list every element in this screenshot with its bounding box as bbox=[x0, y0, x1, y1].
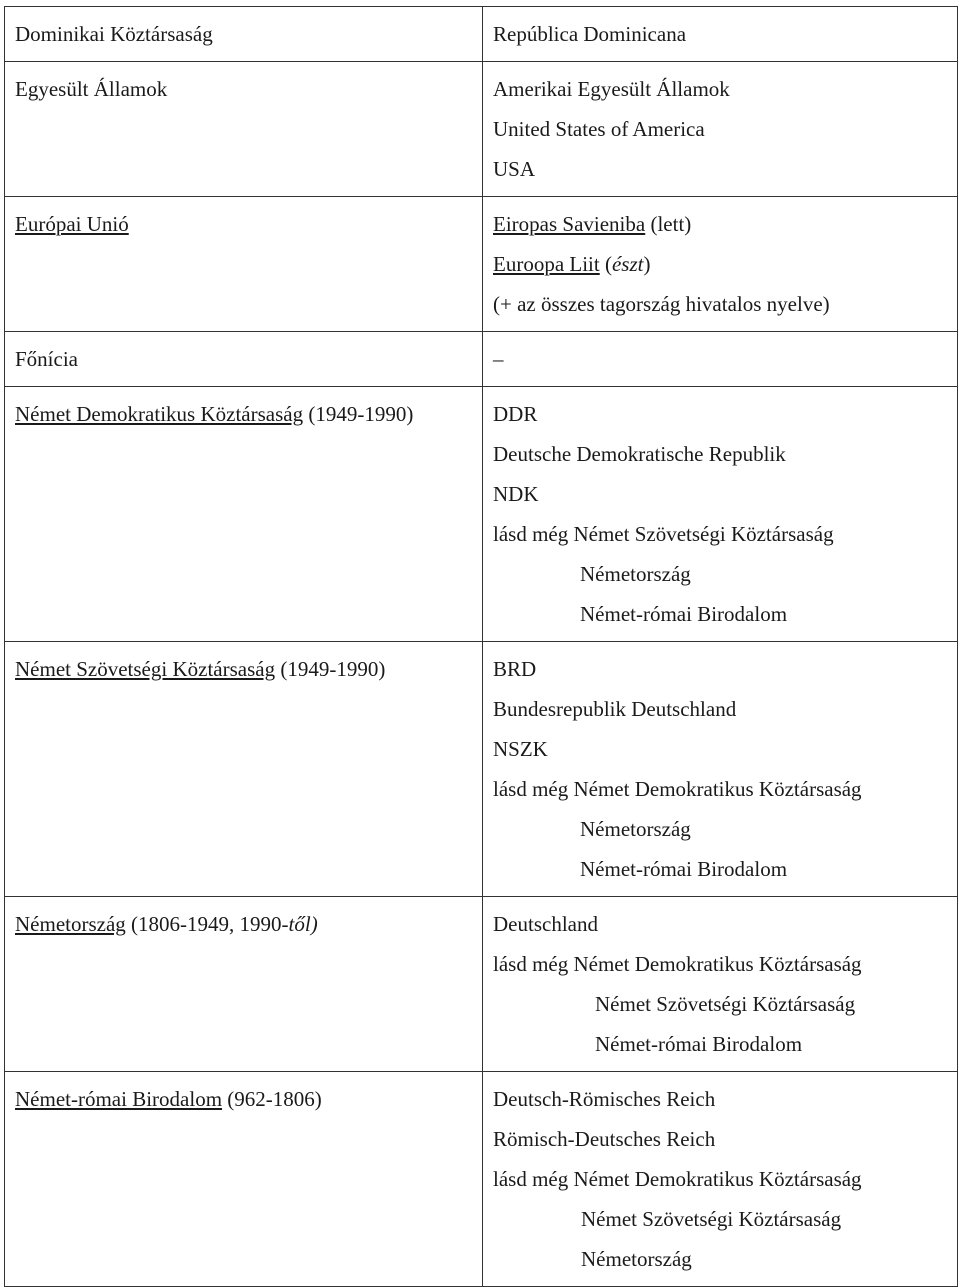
table-row bbox=[5, 197, 958, 332]
native-name: NSZK bbox=[493, 737, 548, 761]
country-years: (962-1806) bbox=[222, 1087, 322, 1111]
native-name: Römisch-Deutsches Reich bbox=[493, 1127, 716, 1151]
see-also-item: Német Szövetségi Köztársaság bbox=[581, 1207, 842, 1231]
names-cell bbox=[483, 62, 958, 197]
native-name: USA bbox=[493, 157, 536, 181]
country-years: (1949-1990) bbox=[275, 657, 386, 681]
native-name: NDK bbox=[493, 482, 539, 506]
native-name: Deutschland bbox=[493, 912, 598, 936]
native-name: Deutsch-Römisches Reich bbox=[493, 1087, 716, 1111]
native-name: – bbox=[493, 347, 504, 371]
country-link[interactable]: Európai Unió bbox=[15, 212, 129, 236]
language-note-open: ( bbox=[599, 252, 612, 276]
country-name: Főnícia bbox=[15, 347, 78, 371]
see-also: lásd még Német Szövetségi Köztársaság bbox=[493, 522, 834, 546]
country-years: (1949-1990) bbox=[303, 402, 414, 426]
language-note: (lett) bbox=[645, 212, 692, 236]
native-name: Amerikai Egyesült Államok bbox=[493, 77, 730, 101]
country-link[interactable]: Német-római Birodalom bbox=[15, 1087, 223, 1111]
see-also-item: Német-római Birodalom bbox=[580, 602, 788, 626]
names-cell bbox=[483, 7, 958, 62]
country-link[interactable]: Német Demokratikus Köztársaság bbox=[15, 402, 304, 426]
names-cell bbox=[483, 332, 958, 387]
table-row bbox=[5, 7, 958, 62]
see-also: lásd még Német Demokratikus Köztársaság bbox=[493, 777, 862, 801]
language-note-close: ) bbox=[643, 252, 651, 276]
see-also-item: Németország bbox=[580, 562, 691, 586]
country-link[interactable]: Németország bbox=[15, 912, 126, 936]
country-years-italic: től) bbox=[288, 912, 318, 936]
country-cell bbox=[5, 332, 483, 387]
table-row bbox=[5, 62, 958, 197]
country-cell bbox=[5, 197, 483, 332]
names-cell bbox=[483, 897, 958, 1072]
country-cell bbox=[5, 642, 483, 897]
country-link[interactable]: Német Szövetségi Köztársaság bbox=[15, 657, 276, 681]
country-name: Dominikai Köztársaság bbox=[15, 22, 213, 46]
see-also-item: Német-római Birodalom bbox=[580, 857, 788, 881]
native-name-link[interactable]: Euroopa Liit bbox=[493, 252, 600, 276]
native-name: Bundesrepublik Deutschland bbox=[493, 697, 737, 721]
table-row bbox=[5, 332, 958, 387]
names-cell bbox=[483, 197, 958, 332]
language-note-italic: észt bbox=[611, 252, 644, 276]
see-also-item: Német Szövetségi Köztársaság bbox=[595, 992, 856, 1016]
see-also-item: Német-római Birodalom bbox=[595, 1032, 803, 1056]
table-row bbox=[5, 897, 958, 1072]
native-name-link[interactable]: Eiropas Savieniba bbox=[493, 212, 646, 236]
see-also-item: Németország bbox=[581, 1247, 692, 1271]
native-name: República Dominicana bbox=[493, 22, 687, 46]
table-row bbox=[5, 387, 958, 642]
country-name: Egyesült Államok bbox=[15, 77, 168, 101]
see-also: lásd még Német Demokratikus Köztársaság bbox=[493, 952, 862, 976]
names-cell bbox=[483, 1072, 958, 1287]
country-cell bbox=[5, 7, 483, 62]
country-years: (1806-1949, 1990- bbox=[125, 912, 289, 936]
table-row bbox=[5, 642, 958, 897]
names-cell bbox=[483, 642, 958, 897]
country-cell bbox=[5, 1072, 483, 1287]
native-name: DDR bbox=[493, 402, 538, 426]
country-cell bbox=[5, 387, 483, 642]
table-row bbox=[5, 1072, 958, 1287]
native-name: (+ az összes tagország hivatalos nyelve) bbox=[493, 292, 830, 316]
see-also: lásd még Német Demokratikus Köztársaság bbox=[493, 1167, 862, 1191]
native-name: BRD bbox=[493, 657, 537, 681]
country-names-table bbox=[4, 6, 958, 1287]
native-name: Deutsche Demokratische Republik bbox=[493, 442, 786, 466]
country-cell bbox=[5, 897, 483, 1072]
country-cell bbox=[5, 62, 483, 197]
see-also-item: Németország bbox=[580, 817, 691, 841]
names-cell bbox=[483, 387, 958, 642]
native-name: United States of America bbox=[493, 117, 705, 141]
